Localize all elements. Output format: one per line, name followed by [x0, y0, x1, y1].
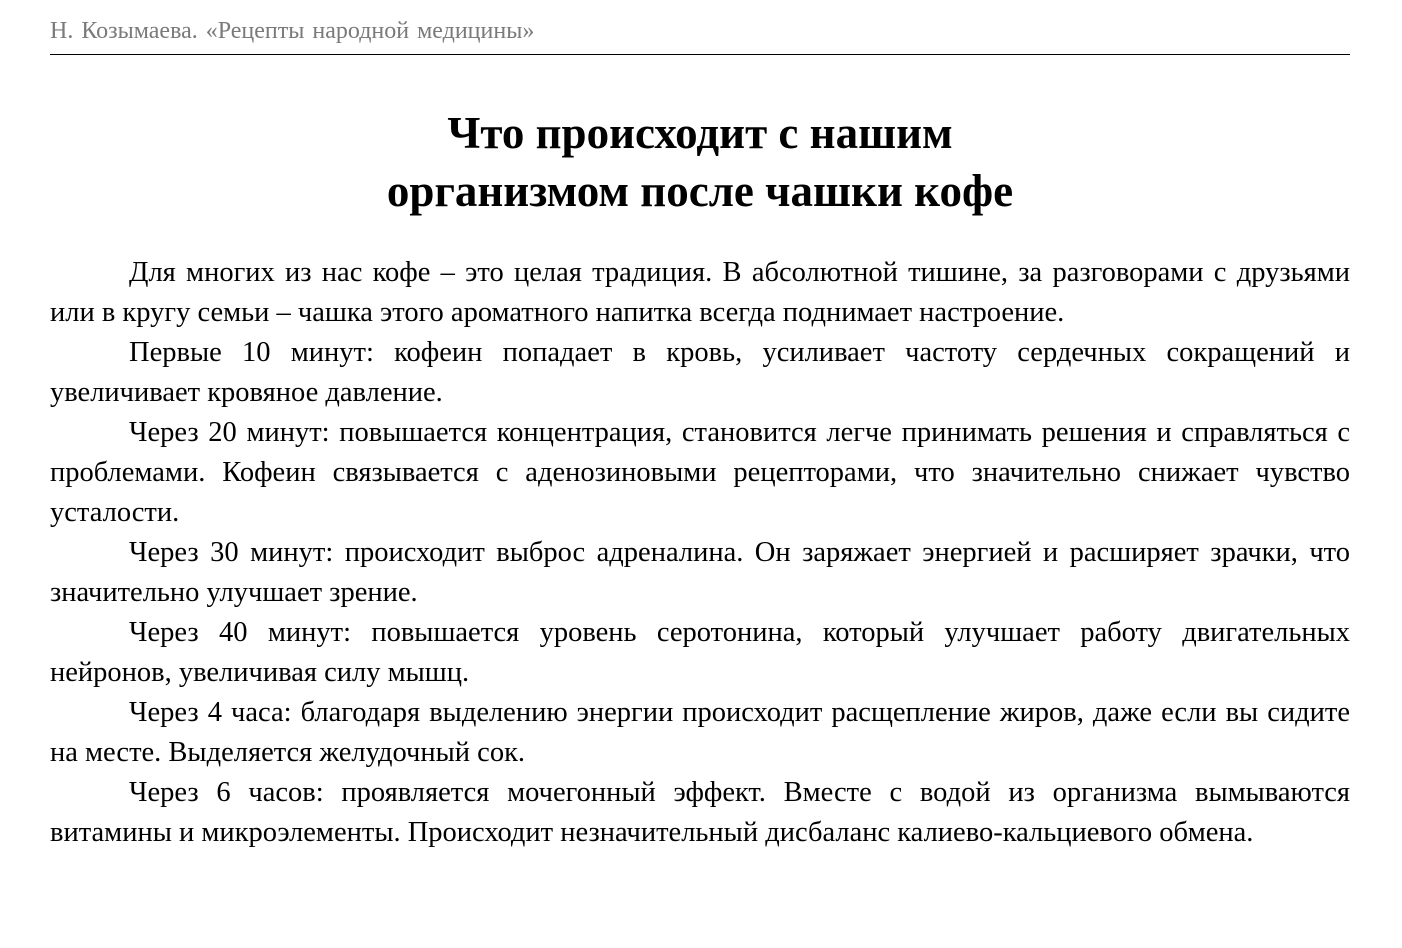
- header-divider: [50, 54, 1350, 55]
- paragraph-30-minutes: Через 30 минут: происходит выброс адреналина. Он заряжает энергией и расширяет зрачки, что значительно улучшает зрение.: [50, 537, 1350, 608]
- paragraph-40-minutes: Через 40 минут: повышается уровень серотонина, который улучшает работу двигательных нейронов, увеличивая силу мышц.: [50, 617, 1350, 688]
- article-title-line-1: Что происходит с нашим: [447, 108, 953, 158]
- document-page: [50, 0, 1350, 948]
- paragraph-20-minutes: Через 20 минут: повышается концентрация, становится легче принимать решения и справляться с проблемами. Кофеин связывается с аденозиновыми рецепторами, что значительно снижает чувство усталости.: [50, 417, 1350, 528]
- article-title-line-2: организмом после чашки кофе: [386, 166, 1014, 216]
- paragraph-intro: Для многих из нас кофе – это целая традиция. В абсолютной тишине, за разговорами с друзьями или в кругу семьи – чашка этого ароматного напитка всегда поднимает настроение.: [50, 257, 1350, 328]
- paragraph-6-hours: Через 6 часов: проявляется мочегонный эффект. Вместе с водой из организма вымываются витамины и микроэлементы. Происходит незначительный дисбаланс калиево-кальциевого обмена.: [50, 777, 1350, 848]
- paragraph-4-hours: Через 4 часа: благодаря выделению энергии происходит расщепление жиров, даже если вы сидите на месте. Выделяется желудочный сок.: [50, 697, 1350, 768]
- running-header: Н. Козымаева. «Рецепты народной медицины»: [50, 18, 535, 44]
- article-title: [50, 104, 1350, 220]
- paragraph-10-minutes: Первые 10 минут: кофеин попадает в кровь, усиливает частоту сердечных сокращений и увеличивает кровяное давление.: [50, 337, 1350, 408]
- article-body: [50, 253, 1350, 853]
